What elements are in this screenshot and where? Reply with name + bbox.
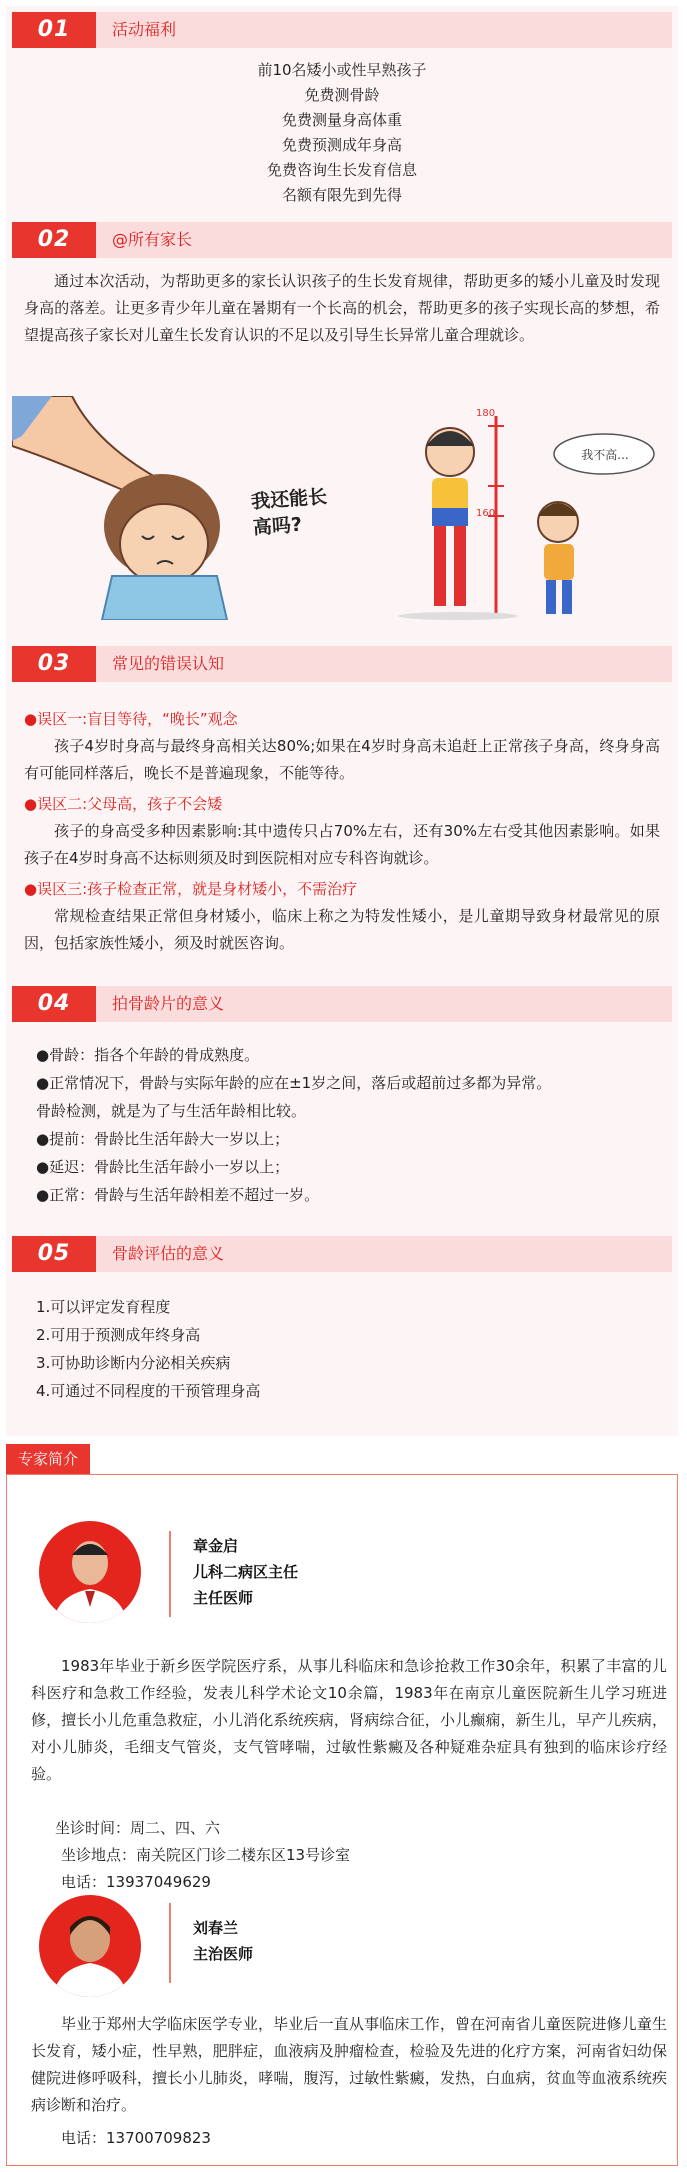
section-header-05 — [12, 1236, 672, 1272]
section-header-04 — [12, 986, 672, 1022]
doctor-bio: 毕业于郑州大学临床医学专业，毕业后一直从事临床工作，曾在河南省儿童医院进修儿童生长发育，矮小症，性早熟，肥胖症，血液病及肿瘤检查，检验及先进的化疗方案，河南省妇幼保健院进修呼吸科，擅长小儿肺炎，哮喘，腹泻，过敏性紫癜，发热，白血病，贫血等血液系统疾病诊断和治疗。 — [31, 2015, 667, 2114]
doctor-title: 主治医师 — [193, 1945, 254, 1963]
doctor-avatar — [39, 1895, 141, 1997]
benefit-item: 名额有限先到先得 — [281, 186, 402, 204]
evaluation-item: 4.可通过不同程度的干预管理身高 — [36, 1382, 261, 1400]
speech-bubble-right: 我不高... — [581, 448, 629, 462]
bone-age-line: ●骨龄：指各个年龄的骨成熟度。 — [36, 1046, 260, 1064]
evaluation-item: 3.可协助诊断内分泌相关疾病 — [36, 1354, 231, 1372]
benefit-item: 前10名矮小或性早熟孩子 — [257, 61, 427, 79]
evaluation-item: 1.可以评定发育程度 — [36, 1298, 171, 1316]
expert-section-tag: 专家简介 — [6, 1444, 90, 1474]
section-header-02 — [12, 222, 672, 258]
section-title: @所有家长 — [112, 230, 193, 249]
intro-paragraph: 通过本次活动，为帮助更多的家长认识孩子的生长发育规律，帮助更多的矮小儿童及时发现身高的落差。让更多青少年儿童在暑期有一个长高的机会，帮助更多的孩子实现长高的梦想，希望提高孩子家长对儿童生长发育认识的不足以及引导生长异常儿童合理就诊。 — [24, 272, 660, 344]
doctor-phone: 电话：13937049629 — [61, 1873, 211, 1891]
doctor-avatar — [39, 1521, 141, 1623]
height-mark-180: 180 — [476, 408, 496, 419]
doctor-location: 坐诊地点：南关院区门诊二楼东区13号诊室 — [61, 1846, 351, 1864]
section-title-bar — [96, 1236, 672, 1272]
child-worried-illustration — [12, 396, 342, 620]
activity-card — [6, 6, 678, 1436]
bone-age-line: 骨龄检测，就是为了与生活年龄相比较。 — [36, 1102, 307, 1120]
speech-bubble-left: 我还能长高吗? — [250, 485, 328, 540]
section-title-bar — [96, 222, 672, 258]
section-header-03 — [12, 646, 672, 682]
height-comparison-illustration — [358, 396, 674, 620]
section-title: 活动福利 — [112, 20, 177, 39]
doctor-phone: 电话：13700709823 — [61, 2129, 211, 2147]
doctor-name: 章金启 — [193, 1537, 239, 1555]
myth-title-1: ●误区一:盲目等待，“晚长”观念 — [24, 710, 238, 728]
section-number: 04 — [12, 986, 96, 1022]
benefit-item: 免费测量身高体重 — [281, 111, 402, 129]
section-title: 骨龄评估的意义 — [112, 1244, 225, 1263]
bone-age-line: ●正常：骨龄与生活年龄相差不超过一岁。 — [36, 1186, 320, 1204]
section-title-bar — [96, 986, 672, 1022]
section-number: 02 — [12, 222, 96, 258]
section-header-01 — [12, 12, 672, 48]
evaluation-item: 2.可用于预测成年终身高 — [36, 1326, 201, 1344]
benefit-item: 免费预测成年身高 — [281, 136, 402, 154]
bone-age-line: ●延迟：骨龄比生活年龄小一岁以上； — [36, 1158, 290, 1176]
doctor-portrait-male — [39, 1521, 141, 1623]
doctor-title: 儿科二病区主任 — [193, 1563, 299, 1581]
doctor-schedule: 坐诊时间：周二、四、六 — [55, 1819, 221, 1837]
section-number: 03 — [12, 646, 96, 682]
benefit-item: 免费咨询生长发育信息 — [266, 161, 417, 179]
doctor-bio: 1983年毕业于新乡医学院医疗系，从事儿科临床和急诊抢救工作30余年，积累了丰富的儿科医疗和急救工作经验，发表儿科学术论文10余篇，1983年在南京儿童医院新生儿学习班进修，擅长小儿危重急救症，小儿消化系统疾病，肾病综合征，小儿癫痫，新生儿，早产儿疾病，对小儿肺炎，毛细支气管炎，支气管哮喘，过敏性紫癜及各种疑难杂症具有独到的临床诊疗经验。 — [31, 1657, 667, 1783]
doctor-portrait-female — [39, 1895, 141, 1997]
section-title: 常见的错误认知 — [112, 654, 225, 673]
myth-title-2: ●误区二:父母高，孩子不会矮 — [24, 795, 223, 813]
section-number: 01 — [12, 12, 96, 48]
myth-body-2: 孩子的身高受多种因素影响:其中遗传只占70%左右，还有30%左右受其他因素影响。如果孩子在4岁时身高不达标则须及时到医院相对应专科咨询就诊。 — [24, 822, 660, 867]
section-title-bar — [96, 12, 672, 48]
section-number: 05 — [12, 1236, 96, 1272]
profile-divider — [169, 1903, 171, 1983]
height-chart-drawing — [358, 396, 674, 620]
doctor-name: 刘春兰 — [193, 1919, 239, 1937]
expert-profile-box — [6, 1474, 678, 2166]
myth-title-3: ●误区三:孩子检查正常，就是身材矮小，不需治疗 — [24, 880, 358, 898]
section-title: 拍骨龄片的意义 — [112, 994, 225, 1013]
section-title-bar — [96, 646, 672, 682]
profile-divider — [169, 1531, 171, 1617]
bone-age-line: ●正常情况下，骨龄与实际年龄的应在±1岁之间，落后或超前过多都为异常。 — [36, 1074, 552, 1092]
myth-body-3: 常规检查结果正常但身材矮小，临床上称之为特发性矮小，是儿童期导致身材最常见的原因，包括家族性矮小，须及时就医咨询。 — [24, 907, 660, 952]
doctor-rank: 主任医师 — [193, 1589, 254, 1607]
bone-age-line: ●提前：骨龄比生活年龄大一岁以上； — [36, 1130, 290, 1148]
myth-body-1: 孩子4岁时身高与最终身高相关达80%;如果在4岁时身高未追赶上正常孩子身高，终身身高有可能同样落后，晚长不是普遍现象，不能等待。 — [24, 737, 660, 782]
benefit-item: 免费测骨龄 — [304, 86, 380, 104]
height-mark-160: 160 — [476, 508, 496, 519]
benefit-list — [6, 58, 678, 208]
